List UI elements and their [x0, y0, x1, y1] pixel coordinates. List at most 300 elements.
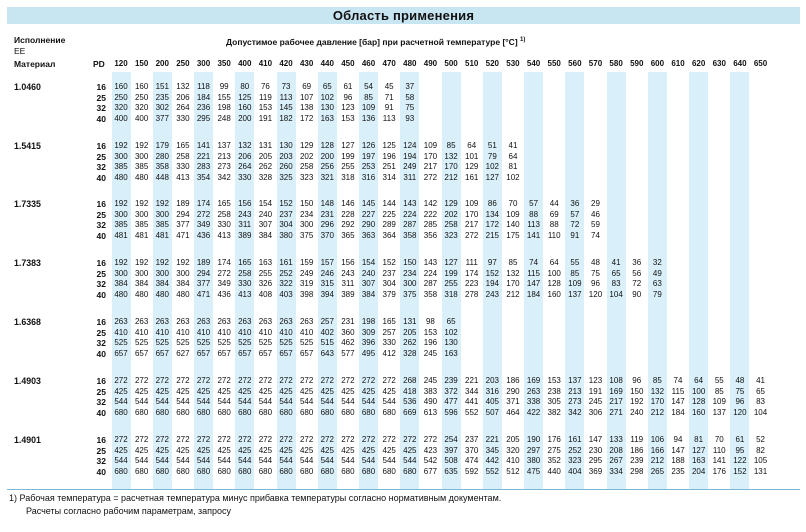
pressure-cell: 263 — [238, 317, 252, 326]
pressure-cell: 328 — [403, 348, 417, 358]
pressure-cell: 85 — [364, 92, 373, 102]
pressure-cell: 64 — [508, 151, 518, 161]
pressure-cell: 174 — [465, 268, 479, 278]
pressure-cell: 285 — [423, 220, 438, 230]
pressure-cell: 657 — [114, 348, 128, 358]
pressure-cell: 109 — [423, 141, 438, 150]
pressure-cell: 403 — [279, 289, 293, 299]
pressure-cell: 205 — [258, 151, 273, 161]
temperature-540: 540 — [526, 59, 541, 68]
material-name: 1.7383 — [14, 258, 41, 268]
pressure-cell: 136 — [361, 113, 376, 123]
pressure-cell: 65 — [446, 317, 456, 326]
column-stripe — [730, 72, 749, 490]
pressure-cell: 243 — [485, 289, 499, 299]
pressure-cell: 234 — [299, 209, 314, 219]
pressure-cell: 544 — [114, 397, 128, 407]
pressure-cell: 199 — [444, 268, 458, 278]
pressure-cell: 330 — [176, 113, 190, 123]
pressure-cell: 264 — [176, 103, 190, 113]
pressure-cell: 544 — [299, 456, 314, 466]
pressure-cell: 147 — [526, 279, 541, 289]
pressure-cell: 88 — [529, 209, 539, 219]
pressure-cell: 194 — [485, 279, 499, 289]
pressure-cell: 635 — [444, 466, 458, 476]
material-name: 1.4903 — [14, 376, 41, 386]
pressure-cell: 323 — [444, 230, 458, 240]
pressure-cell: 302 — [155, 103, 169, 113]
pd-value: 16 — [96, 376, 106, 386]
pressure-cell: 442 — [485, 456, 499, 466]
pressure-cell: 257 — [382, 327, 396, 337]
pressure-cell: 425 — [382, 386, 396, 396]
pressure-cell: 307 — [258, 220, 273, 230]
pressure-cell: 680 — [361, 466, 376, 476]
pressure-cell: 344 — [465, 386, 479, 396]
temperature-630: 630 — [712, 59, 726, 68]
pressure-cell: 294 — [196, 268, 211, 278]
pressure-cell: 544 — [196, 397, 211, 407]
pressure-cell: 52 — [756, 435, 765, 444]
pressure-cell: 69 — [302, 82, 312, 91]
pressure-cell: 250 — [114, 92, 128, 102]
pressure-cell: 272 — [320, 376, 334, 385]
pressure-cell: 320 — [506, 445, 520, 455]
pressure-cell: 375 — [403, 289, 417, 299]
pressure-cell: 165 — [176, 141, 190, 150]
pd-value: 16 — [96, 258, 106, 268]
pressure-cell: 544 — [258, 397, 273, 407]
pressure-cell: 192 — [630, 397, 644, 407]
pressure-cell: 273 — [568, 397, 582, 407]
pressure-cell: 213 — [568, 386, 582, 396]
pressure-cell: 272 — [341, 376, 355, 385]
pressure-cell: 592 — [465, 466, 479, 476]
pressure-cell: 108 — [609, 376, 623, 385]
pressure-cell: 272 — [134, 435, 149, 444]
pressure-cell: 63 — [652, 279, 662, 289]
pressure-cell: 137 — [217, 141, 231, 150]
pressure-cell: 81 — [694, 435, 704, 444]
pressure-cell: 109 — [712, 397, 726, 407]
pressure-cell: 544 — [403, 456, 417, 466]
pressure-cell: 174 — [217, 258, 231, 267]
pressure-cell: 525 — [217, 338, 231, 348]
pressure-cell: 272 — [217, 435, 231, 444]
pressure-cell: 238 — [547, 386, 561, 396]
pressure-cell: 512 — [506, 466, 520, 476]
pressure-cell: 425 — [114, 445, 128, 455]
pressure-cell: 130 — [444, 338, 458, 348]
pressure-cell: 423 — [423, 445, 438, 455]
pressure-cell: 258 — [238, 268, 252, 278]
pressure-cell: 192 — [114, 141, 128, 150]
pressure-cell: 389 — [341, 289, 355, 299]
pressure-cell: 287 — [423, 279, 438, 289]
pressure-cell: 657 — [299, 348, 314, 358]
pressure-cell: 410 — [114, 327, 128, 337]
pressure-cell: 422 — [526, 407, 541, 417]
pd-value: 25 — [96, 209, 106, 220]
pressure-cell: 29 — [591, 199, 600, 208]
pressure-cell: 88 — [549, 220, 559, 230]
pressure-cell: 330 — [217, 220, 231, 230]
pressure-cell: 263 — [526, 386, 541, 396]
pressure-cell: 272 — [279, 376, 293, 385]
pressure-cell: 384 — [258, 230, 273, 240]
pressure-cell: 147 — [671, 397, 685, 407]
pressure-cell: 304 — [382, 279, 396, 289]
pressure-cell: 245 — [423, 348, 438, 358]
pressure-cell: 127 — [341, 141, 355, 150]
pressure-cell: 267 — [609, 456, 623, 466]
pressure-cell: 680 — [279, 407, 293, 417]
pressure-cell: 125 — [238, 92, 252, 102]
pressure-cell: 425 — [258, 386, 273, 396]
pressure-cell: 96 — [632, 376, 642, 385]
pressure-cell: 272 — [176, 435, 190, 444]
material-name: 1.7335 — [14, 199, 41, 209]
section-title: Область применения — [7, 7, 800, 24]
pressure-cell: 544 — [176, 397, 190, 407]
pressure-cell: 65 — [322, 82, 332, 91]
pressure-cell: 156 — [238, 199, 252, 208]
pressure-cell: 273 — [217, 162, 231, 172]
pressure-cell: 657 — [155, 348, 169, 358]
pressure-cell: 371 — [506, 397, 520, 407]
pressure-cell: 396 — [361, 338, 376, 348]
pressure-cell: 255 — [258, 268, 273, 278]
pressure-cell: 272 — [423, 435, 438, 444]
pressure-cell: 143 — [423, 258, 438, 267]
pressure-cell: 425 — [341, 386, 355, 396]
pressure-cell: 246 — [320, 268, 334, 278]
pressure-cell: 383 — [423, 386, 438, 396]
pressure-cell: 508 — [444, 456, 458, 466]
pressure-cell: 475 — [526, 466, 541, 476]
pressure-cell: 41 — [508, 141, 518, 150]
pressure-cell: 132 — [238, 141, 252, 150]
pd-value: 40 — [96, 230, 106, 241]
pressure-cell: 212 — [444, 172, 458, 182]
footnote-line-2: Расчеты согласно рабочим параметрам, запросу — [26, 506, 232, 516]
pressure-cell: 59 — [591, 220, 600, 230]
pressure-cell: 680 — [320, 466, 334, 476]
pressure-cell: 170 — [506, 279, 520, 289]
pressure-cell: 544 — [258, 456, 273, 466]
pressure-cell: 263 — [299, 317, 314, 326]
pressure-cell: 490 — [423, 397, 438, 407]
pressure-cell: 184 — [526, 289, 541, 299]
pressure-cell: 160 — [114, 82, 128, 91]
pressure-cell: 544 — [361, 397, 376, 407]
pressure-cell: 192 — [155, 258, 169, 267]
pressure-cell: 170 — [444, 162, 458, 172]
pressure-cell: 272 — [196, 209, 211, 219]
pressure-cell: 272 — [258, 435, 273, 444]
pressure-cell: 170 — [650, 397, 665, 407]
pressure-cell: 245 — [588, 397, 603, 407]
pressure-cell: 316 — [361, 172, 376, 182]
pressure-cell: 45 — [384, 82, 394, 91]
pressure-cell: 680 — [217, 407, 231, 417]
pressure-cell: 239 — [630, 456, 644, 466]
pressure-cell: 258 — [176, 151, 190, 161]
pd-value: 32 — [96, 456, 106, 467]
pressure-cell: 480 — [134, 289, 149, 299]
pressure-cell: 294 — [176, 209, 190, 219]
pressure-cell: 385 — [134, 220, 149, 230]
pressure-cell: 192 — [114, 258, 128, 267]
pressure-cell: 364 — [382, 230, 396, 240]
pressure-cell: 680 — [238, 466, 252, 476]
pressure-cell: 320 — [134, 103, 149, 113]
pressure-cell: 400 — [134, 113, 149, 123]
pressure-cell: 134 — [485, 209, 499, 219]
pressure-cell: 125 — [382, 141, 396, 150]
pressure-cell: 237 — [382, 268, 396, 278]
pressure-cell: 316 — [485, 386, 499, 396]
pressure-cell: 300 — [403, 279, 417, 289]
pressure-cell: 154 — [258, 199, 273, 208]
pressure-cell: 144 — [382, 199, 396, 208]
pressure-cell: 680 — [382, 466, 396, 476]
pressure-cell: 384 — [155, 279, 169, 289]
pressure-cell: 272 — [217, 376, 231, 385]
pressure-cell: 263 — [134, 317, 149, 326]
pressure-cell: 440 — [547, 466, 561, 476]
pressure-cell: 196 — [382, 151, 396, 161]
pressure-cell: 133 — [609, 435, 623, 444]
pressure-cell: 58 — [405, 92, 415, 102]
pressure-cell: 375 — [299, 230, 314, 240]
pressure-cell: 234 — [403, 268, 417, 278]
pressure-cell: 349 — [196, 220, 211, 230]
pressure-cell: 544 — [217, 456, 231, 466]
pressure-cell: 240 — [361, 268, 376, 278]
pressure-cell: 515 — [320, 338, 334, 348]
pressure-cell: 123 — [341, 103, 355, 113]
pressure-cell: 252 — [279, 268, 293, 278]
pressure-cell: 330 — [238, 172, 252, 182]
pressure-cell: 314 — [382, 172, 396, 182]
pressure-cell: 402 — [320, 327, 334, 337]
pressure-cell: 145 — [279, 103, 293, 113]
pressure-cell: 365 — [341, 230, 355, 240]
pressure-cell: 358 — [423, 289, 438, 299]
pressure-cell: 272 — [217, 268, 231, 278]
pressure-cell: 142 — [423, 199, 438, 208]
pressure-cell: 425 — [217, 386, 231, 396]
pressure-cell: 104 — [753, 407, 768, 417]
pd-value: 32 — [96, 220, 106, 231]
pressure-cell: 262 — [258, 162, 273, 172]
material-label: Материал — [14, 59, 56, 69]
pressure-cell: 292 — [341, 220, 355, 230]
footnote-line-1: 1) Рабочая температура = расчетная температура минус прибавка температуры согласно нормативным документам. — [9, 493, 502, 503]
pressure-cell: 669 — [403, 407, 417, 417]
pressure-cell: 64 — [467, 141, 477, 150]
pressure-cell: 596 — [444, 407, 458, 417]
pressure-cell: 370 — [465, 445, 479, 455]
pressure-cell: 48 — [591, 258, 600, 267]
pressure-cell: 328 — [258, 172, 273, 182]
temperature-520: 520 — [485, 59, 499, 68]
pressure-cell: 425 — [196, 386, 211, 396]
pressure-cell: 418 — [403, 386, 417, 396]
pressure-cell: 165 — [382, 317, 396, 326]
pressure-cell: 311 — [238, 220, 252, 230]
temperature-580: 580 — [609, 59, 623, 68]
pressure-cell: 315 — [320, 279, 334, 289]
pd-value: 16 — [96, 82, 106, 92]
pressure-cell: 389 — [238, 230, 252, 240]
pressure-cell: 99 — [219, 82, 229, 91]
pressure-cell: 544 — [341, 397, 355, 407]
pressure-cell: 71 — [384, 92, 394, 102]
pressure-cell: 243 — [238, 209, 252, 219]
pressure-cell: 309 — [361, 327, 376, 337]
pressure-cell: 120 — [588, 289, 603, 299]
pressure-cell: 154 — [361, 258, 376, 267]
material-name: 1.0460 — [14, 82, 41, 92]
pressure-cell: 155 — [217, 92, 231, 102]
pressure-cell: 425 — [134, 386, 149, 396]
pressure-cell: 235 — [155, 92, 169, 102]
pressure-cell: 75 — [591, 268, 600, 278]
pressure-cell: 150 — [403, 258, 417, 267]
pd-value: 32 — [96, 162, 106, 173]
pressure-cell: 425 — [382, 445, 396, 455]
pd-value: 32 — [96, 397, 106, 408]
pressure-cell: 127 — [444, 258, 458, 267]
pressure-cell: 257 — [320, 317, 334, 326]
pressure-cell: 160 — [238, 103, 252, 113]
pressure-cell: 657 — [238, 348, 252, 358]
pressure-cell: 272 — [361, 376, 376, 385]
pressure-cell: 245 — [423, 376, 438, 385]
pressure-cell: 256 — [320, 162, 334, 172]
pressure-cell: 577 — [341, 348, 355, 358]
pressure-cell: 203 — [279, 151, 293, 161]
pressure-cell: 150 — [299, 199, 314, 208]
pressure-cell: 85 — [446, 141, 456, 150]
pressure-cell: 115 — [671, 386, 685, 396]
temperature-650: 650 — [753, 59, 768, 68]
pressure-cell: 102 — [485, 162, 499, 172]
pressure-cell: 102 — [506, 172, 520, 182]
pressure-cell: 295 — [588, 456, 603, 466]
pressure-cell: 680 — [196, 466, 211, 476]
pressure-cell: 385 — [134, 162, 149, 172]
temperature-550: 550 — [547, 59, 561, 68]
material-name: 1.4901 — [14, 435, 41, 445]
pressure-cell: 176 — [547, 435, 561, 444]
pressure-cell: 169 — [609, 386, 623, 396]
pressure-cell: 544 — [134, 397, 149, 407]
pd-value: 40 — [96, 172, 106, 183]
pressure-cell: 462 — [341, 338, 355, 348]
pressure-cell: 127 — [485, 172, 499, 182]
pressure-cell: 163 — [444, 348, 458, 358]
pressure-cell: 405 — [485, 397, 499, 407]
pressure-cell: 363 — [361, 230, 376, 240]
pressure-cell: 385 — [114, 162, 128, 172]
pressure-cell: 192 — [134, 199, 149, 208]
pressure-cell: 425 — [320, 386, 334, 396]
pressure-cell: 224 — [403, 209, 417, 219]
pressure-cell: 263 — [217, 317, 231, 326]
pressure-cell: 425 — [134, 445, 149, 455]
pressure-cell: 85 — [714, 386, 724, 396]
pressure-cell: 307 — [361, 279, 376, 289]
pressure-cell: 72 — [570, 220, 580, 230]
pressure-cell: 544 — [320, 456, 334, 466]
pressure-cell: 250 — [134, 92, 149, 102]
pressure-cell: 272 — [114, 435, 128, 444]
pressure-cell: 186 — [506, 376, 520, 385]
pressure-cell: 272 — [320, 435, 334, 444]
pressure-cell: 83 — [756, 397, 765, 407]
pressure-cell: 657 — [134, 348, 149, 358]
pressure-cell: 385 — [155, 220, 169, 230]
pressure-cell: 280 — [155, 151, 169, 161]
pressure-cell: 69 — [549, 209, 559, 219]
pressure-cell: 258 — [217, 209, 231, 219]
pressure-cell: 194 — [403, 151, 417, 161]
pressure-cell: 202 — [299, 151, 314, 161]
pressure-cell: 113 — [382, 113, 396, 123]
temperature-450: 450 — [341, 59, 355, 68]
pressure-cell: 305 — [547, 397, 561, 407]
pressure-cell: 140 — [506, 220, 520, 230]
pressure-cell: 127 — [691, 445, 706, 455]
pressure-cell: 544 — [382, 397, 396, 407]
pressure-cell: 254 — [444, 435, 458, 444]
pressure-cell: 323 — [568, 456, 582, 466]
pressure-cell: 334 — [609, 466, 623, 476]
pressure-cell: 507 — [485, 407, 499, 417]
pressure-cell: 104 — [609, 289, 623, 299]
pressure-cell: 272 — [196, 435, 211, 444]
pressure-cell: 161 — [465, 172, 479, 182]
pressure-cell: 342 — [568, 407, 582, 417]
pressure-cell: 358 — [155, 162, 169, 172]
pressure-cell: 166 — [650, 445, 665, 455]
pressure-cell: 425 — [361, 445, 376, 455]
pressure-cell: 138 — [299, 103, 314, 113]
pressure-cell: 205 — [403, 327, 417, 337]
pressure-cell: 525 — [155, 338, 169, 348]
pressure-cell: 474 — [465, 456, 479, 466]
pressure-cell: 109 — [506, 209, 520, 219]
pressure-cell: 275 — [547, 445, 561, 455]
execution-label: Исполнение — [14, 35, 66, 45]
pressure-cell: 113 — [279, 92, 293, 102]
pressure-cell: 680 — [382, 407, 396, 417]
pressure-cell: 222 — [423, 209, 438, 219]
pressure-cell: 377 — [196, 279, 211, 289]
temperature-480: 480 — [403, 59, 417, 68]
pressure-cell: 152 — [485, 268, 499, 278]
pressure-cell: 98 — [425, 317, 435, 326]
pressure-cell: 172 — [485, 220, 499, 230]
pressure-cell: 525 — [299, 338, 314, 348]
pressure-cell: 377 — [176, 220, 190, 230]
pressure-cell: 258 — [444, 220, 458, 230]
temperature-440: 440 — [320, 59, 334, 68]
column-stripe — [689, 72, 708, 490]
